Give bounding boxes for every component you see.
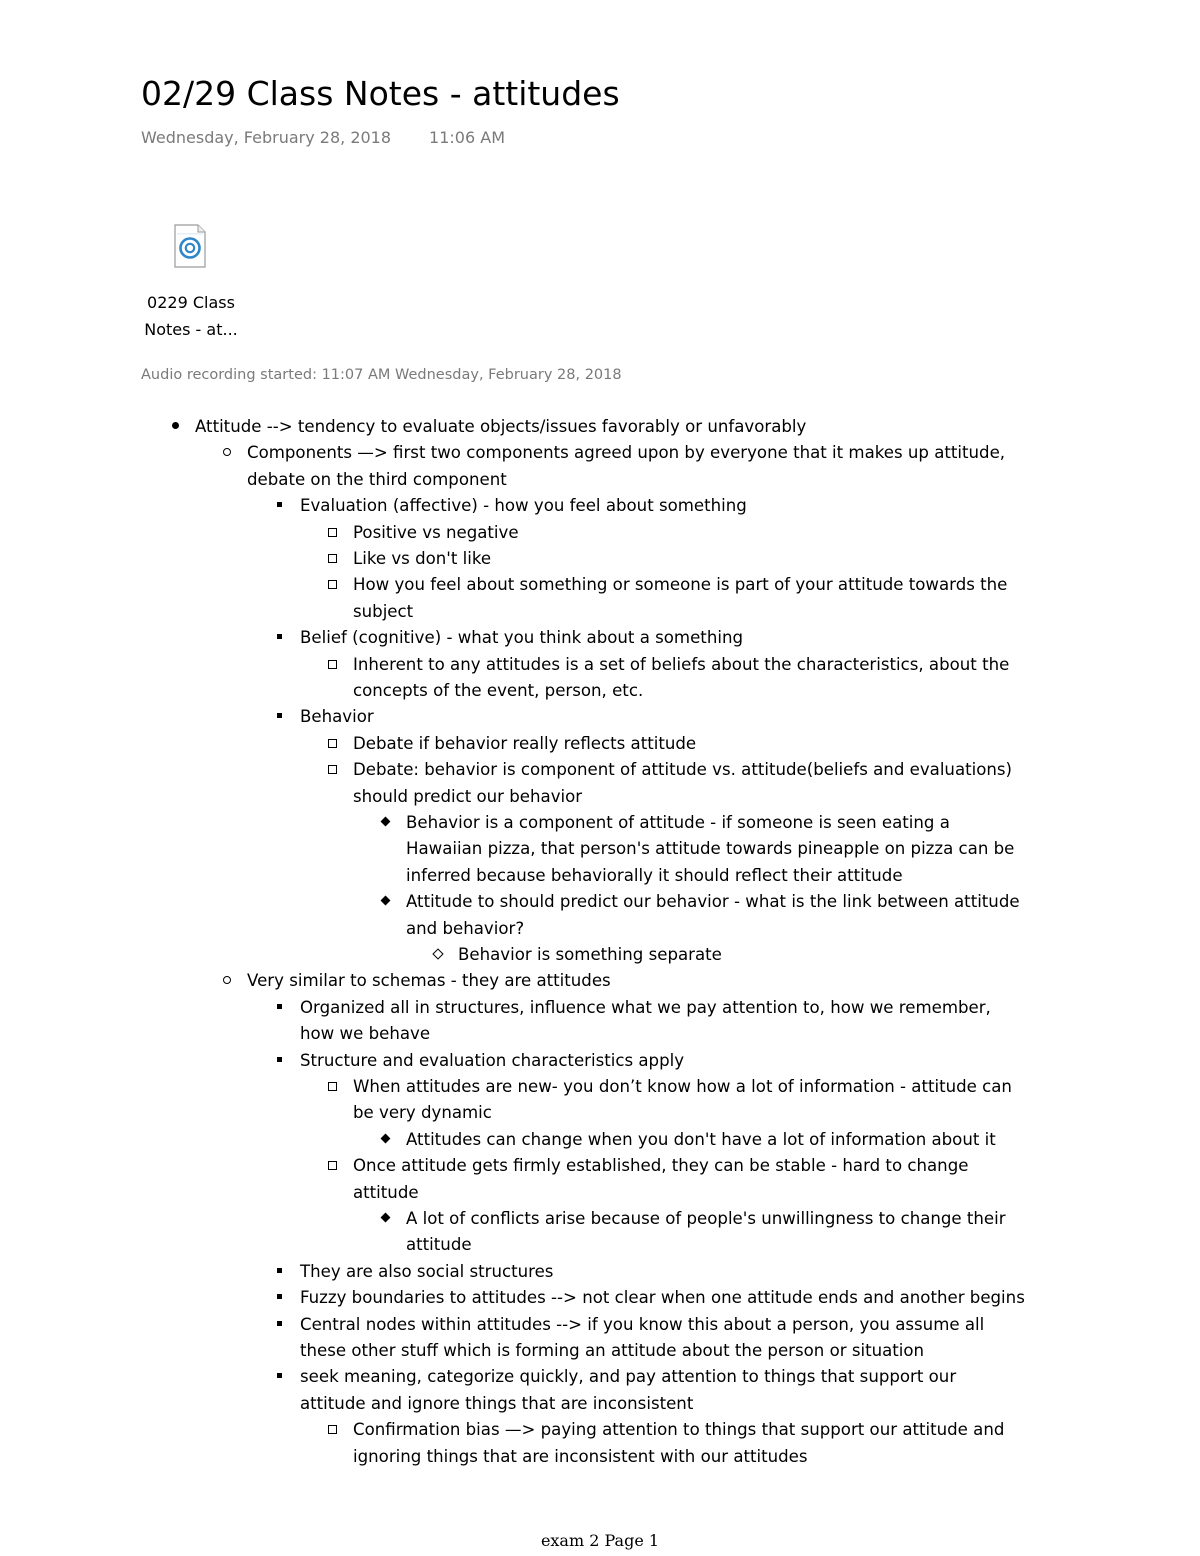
bullet-hollowsq-icon [327, 572, 339, 584]
outline-item-text: attitude [353, 1182, 419, 1202]
bullet-square-icon [275, 1285, 287, 1297]
outline-item-text: Fuzzy boundaries to attitudes --> not clear when one attitude ends and another begins [300, 1288, 1025, 1308]
outline-item-text: Evaluation (affective) - how you feel about something [300, 496, 747, 516]
outline-item-text: Positive vs negative [353, 522, 519, 542]
outline-item-text: Debate if behavior really reflects attitude [353, 733, 697, 753]
bullet-hollowsq-icon [327, 652, 339, 664]
outline-item-text: Inherent to any attitudes is a set of beliefs about the characteristics, about the [353, 654, 1010, 674]
outline-item-text: be very dynamic [353, 1103, 492, 1123]
outline-item-text: How you feel about something or someone is part of your attitude towards the [353, 575, 1008, 595]
bullet-hollowsq-icon [327, 520, 339, 532]
outline-item-text: subject [353, 601, 414, 621]
audio-recording-note: Audio recording started: 11:07 AM Wednesday, February 28, 2018 [141, 367, 622, 383]
bullet-hollowsq-icon [327, 1417, 339, 1429]
outline-item-text: should predict our behavior [353, 786, 583, 806]
page-timestamp [141, 128, 505, 147]
bullet-disc-icon [170, 414, 182, 426]
outline-item-text: Behavior [300, 707, 374, 727]
outline-item-text: attitude and ignore things that are inconsistent [300, 1393, 694, 1413]
outline-item-text: concepts of the event, person, etc. [353, 681, 644, 700]
bullet-square-icon [275, 1312, 287, 1324]
outline-item-text: Attitude to should predict our behavior - what is the link between attitude [406, 892, 1020, 912]
outline-item-text: Confirmation bias —> paying attention to things that support our attitude and [353, 1420, 1005, 1440]
bullet-hollowdiamond-icon [432, 942, 444, 954]
page-date: Wednesday, February 28, 2018 [141, 128, 392, 147]
outline-item-text: Organized all in structures, influence what we pay attention to, how we remember, [300, 997, 991, 1017]
bullet-square-icon [275, 625, 287, 637]
bullet-circle-icon [222, 440, 234, 452]
outline-item-text: A lot of conflicts arise because of people's unwillingness to change their [406, 1209, 1006, 1228]
outline-item-text: Attitudes can change when you don't have a lot of information about it [406, 1129, 996, 1149]
outline-item-text: how we behave [300, 1024, 431, 1044]
attachment-filename-line2: Notes - at... [144, 320, 238, 339]
outline-item-text: Very similar to schemas - they are attitudes [247, 971, 611, 991]
outline-item-text: Belief (cognitive) - what you think about a something [300, 628, 743, 648]
bullet-square-icon [275, 493, 287, 505]
outline-item-text: inferred because behaviorally it should reflect their attitude [406, 865, 903, 885]
page-footer: exam 2 Page 1 [540, 1531, 660, 1550]
bullet-square-icon [275, 1364, 287, 1376]
outline-item-text: Debate: behavior is component of attitude vs. attitude(beliefs and evaluations) [353, 760, 1013, 780]
page-time: 11:06 AM [429, 128, 505, 147]
bullet-hollowsq-icon [327, 1074, 339, 1086]
outline-item-text: Components —> first two components agreed upon by everyone that it makes up attitude, [247, 443, 1006, 463]
outline-item-text: They are also social structures [300, 1261, 554, 1281]
outline-item-text: Central nodes within attitudes --> if you know this about a person, you assume all [300, 1314, 985, 1334]
page-title: 02/29 Class Notes - attitudes [141, 74, 620, 113]
outline-item-text: Behavior is a component of attitude - if someone is seen eating a [406, 813, 950, 832]
audio-file-icon[interactable] [174, 224, 206, 268]
bullet-square-icon [275, 704, 287, 716]
outline-item-text: these other stuff which is forming an attitude about the person or situation [300, 1341, 925, 1360]
outline-item-text: and behavior? [406, 918, 525, 938]
outline-item-text: ignoring things that are inconsistent with our attitudes [353, 1446, 808, 1466]
outline-item-text: attitude [406, 1235, 472, 1255]
outline-item-text: Behavior is something separate [458, 945, 722, 964]
attachment-filename[interactable] [137, 289, 245, 343]
outline-item-text: Hawaiian pizza, that person's attitude towards pineapple on pizza can be [406, 839, 1015, 859]
outline-item-text: Like vs don't like [353, 549, 492, 568]
outline-item-text: When attitudes are new- you don’t know how a lot of information - attitude can [353, 1077, 1012, 1096]
bullet-diamond-icon [380, 810, 392, 822]
outline-item-text: seek meaning, categorize quickly, and pay attention to things that support our [300, 1367, 957, 1387]
outline-item-text: Attitude --> tendency to evaluate objects/issues favorably or unfavorably [195, 417, 807, 436]
bullet-square-icon [275, 1048, 287, 1060]
bullet-hollowsq-icon [327, 757, 339, 769]
bullet-diamond-icon [380, 1206, 392, 1218]
bullet-square-icon [275, 995, 287, 1007]
bullet-hollowsq-icon [327, 546, 339, 558]
bullet-circle-icon [222, 968, 234, 980]
outline-item-text: debate on the third component [247, 469, 507, 489]
bullet-hollowsq-icon [327, 1153, 339, 1165]
bullet-diamond-icon [380, 1127, 392, 1139]
outline-item-text: Structure and evaluation characteristics apply [300, 1050, 685, 1070]
bullet-diamond-icon [380, 889, 392, 901]
outline-item-text: Once attitude gets firmly established, they can be stable - hard to change [353, 1156, 969, 1176]
bullet-square-icon [275, 1259, 287, 1271]
attachment-filename-line1: 0229 Class [147, 293, 235, 312]
bullet-hollowsq-icon [327, 731, 339, 743]
